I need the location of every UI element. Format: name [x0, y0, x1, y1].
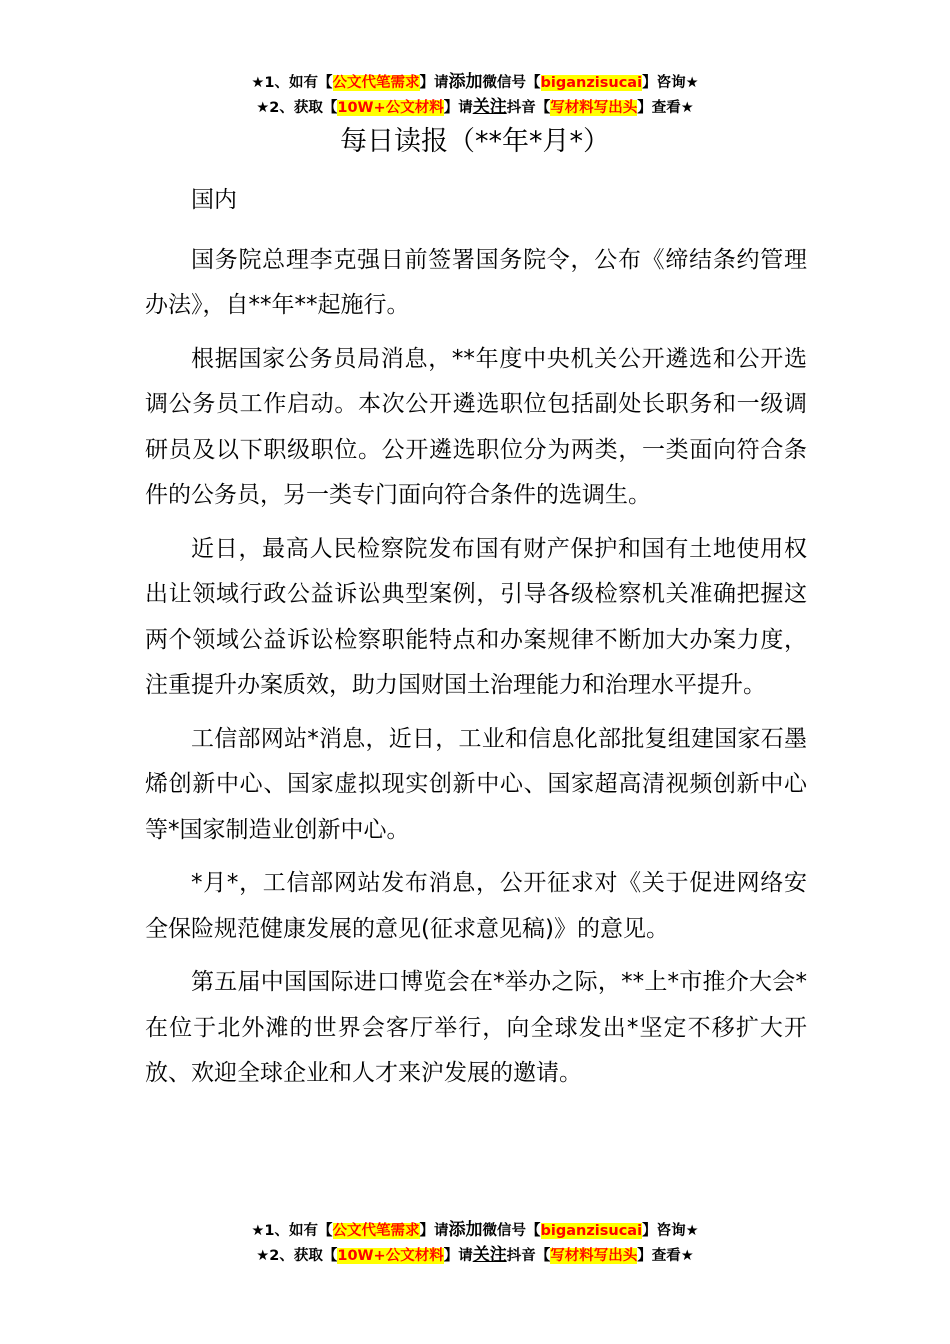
banner-highlight: 公文代笔需求 [332, 75, 420, 91]
paragraph: 根据国家公务员局消息，**年度中央机关公开遴选和公开选调公务员工作启动。本次公开遴选职位包括副处长职务和一级调研员及以下职级职位。公开遴选职位分为两类，一类面向符合条件的公务员，另一类专门面向符合条件的选调生。 [145, 345, 807, 508]
banner-text: 】查看★ [637, 100, 694, 116]
bottom-banner [0, 1218, 950, 1268]
banner-emphasis: 关注 [472, 97, 507, 117]
banner-highlight: 公文代笔需求 [332, 1223, 420, 1239]
banner-line-2 [0, 1243, 950, 1268]
banner-text: 】咨询★ [642, 75, 699, 91]
banner-line-1 [0, 1218, 950, 1243]
banner-text: 微信号【 [482, 75, 541, 91]
banner-text: 微信号【 [482, 1223, 541, 1239]
banner-text: ★2、获取【 [256, 1248, 338, 1264]
paragraph: 近日，最高人民检察院发布国有财产保护和国有土地使用权出让领域行政公益诉讼典型案例，引导各级检察机关准确把握这两个领域公益诉讼检察职能特点和办案规律不断加大办案力度，注重提升办案质效，助力国财国土治理能力和治理水平提升。 [145, 535, 807, 698]
banner-emphasis: 添加 [448, 1220, 483, 1240]
banner-text: 抖音【 [506, 1248, 551, 1264]
banner-wechat-id: biganzisucai [540, 75, 643, 91]
banner-text: 】咨询★ [642, 1223, 699, 1239]
banner-highlight: 10W+公文材料 [337, 1248, 444, 1264]
banner-line-2 [0, 95, 950, 120]
banner-wechat-id: biganzisucai [540, 1223, 643, 1239]
banner-text: 】请 [419, 1223, 449, 1239]
banner-highlight: 10W+公文材料 [337, 100, 444, 116]
paragraph: *月*，工信部网站发布消息，公开征求对《关于促进网络安全保险规范健康发展的意见(征求意见稿)》的意见。 [145, 870, 807, 942]
paragraph: 第五届中国国际进口博览会在*举办之际，**上*市推介大会*在位于北外滩的世界会客厅举行，向全球发出*坚定不移扩大开放、欢迎全球企业和人才来沪发展的邀请。 [145, 969, 807, 1086]
banner-text: ★1、如有【 [251, 75, 333, 91]
article-body [145, 178, 807, 1105]
banner-text: 】请 [443, 1248, 473, 1264]
top-banner [0, 70, 950, 120]
banner-text: 】查看★ [637, 1248, 694, 1264]
page-title: 每日读报（**年*月*） [340, 126, 610, 157]
section-label: 国内 [191, 187, 237, 213]
banner-text: 】请 [419, 75, 449, 91]
paragraph: 工信部网站*消息，近日，工业和信息化部批复组建国家石墨烯创新中心、国家虚拟现实创新中心、国家超高清视频创新中心等*国家制造业创新中心。 [145, 725, 807, 843]
banner-douyin-id: 写材料写出头 [550, 1248, 638, 1264]
banner-text: ★1、如有【 [251, 1223, 333, 1239]
banner-text: 抖音【 [506, 100, 551, 116]
banner-emphasis: 关注 [472, 1245, 507, 1265]
banner-text: ★2、获取【 [256, 100, 338, 116]
banner-text: 】请 [443, 100, 473, 116]
banner-douyin-id: 写材料写出头 [550, 100, 638, 116]
paragraph: 国务院总理李克强日前签署国务院令，公布《缔结条约管理办法》，自**年**起施行。 [145, 246, 807, 318]
banner-line-1 [0, 70, 950, 95]
banner-emphasis: 添加 [448, 72, 483, 92]
